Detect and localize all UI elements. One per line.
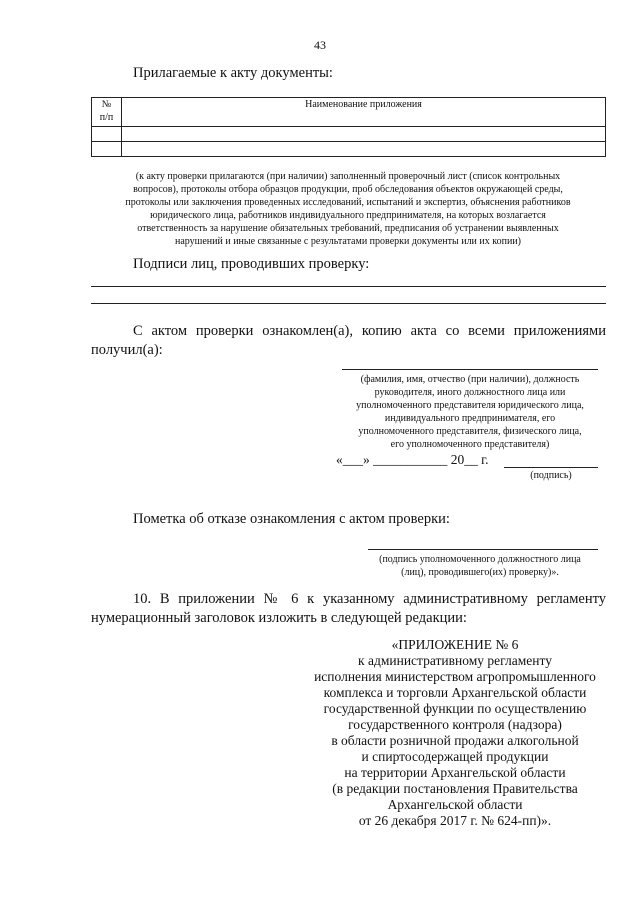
page-number: 43 <box>314 38 326 52</box>
appendix-line: государственного контроля (надзора) <box>348 717 562 732</box>
refusal-signature-line <box>368 549 598 550</box>
note-line: нарушений и иные связанные с результатами проверки документы или их копии) <box>174 236 521 247</box>
appendix-line: от 26 декабря 2017 г. № 624-пп)». <box>358 813 552 828</box>
caption-line: уполномоченного представителя юридического лица, <box>356 400 584 411</box>
item-10-text: 10. В приложении № 6 к указанному административному регламенту нумерационный заголовок изложить в следующей редакции: <box>91 591 606 626</box>
caption-line: индивидуального предпринимателя, его <box>384 413 556 424</box>
appendix-line: государственной функции по осуществлению <box>323 701 587 716</box>
attachments-heading: Прилагаемые к акту документы: <box>133 65 333 81</box>
table-cell <box>92 127 122 142</box>
appendix-line: на территории Архангельской области <box>344 765 566 780</box>
table-header-row <box>92 98 606 127</box>
appendix-line: исполнения министерством агропромышленного <box>314 669 596 684</box>
table-cell <box>122 127 606 142</box>
date-line: «___» ___________ 20__ г. <box>336 452 489 467</box>
caption-line: руководителя, иного должностного лица или <box>374 387 566 398</box>
note-line: юридического лица, работников индивидуального предпринимателя, на которых возлагается <box>150 210 546 221</box>
appendix-header <box>300 637 610 829</box>
caption-line: его уполномоченного представителя) <box>390 439 550 450</box>
note-line: (к акту проверки прилагаются (при наличии) заполненный проверочный лист (список контрольных <box>135 171 561 182</box>
refusal-caption <box>340 553 620 579</box>
caption-line: (подпись уполномоченного должностного лица <box>379 554 581 565</box>
acquaintance-text: С актом проверки ознакомлен(а), копию акта со всеми приложениями получил(а): <box>91 323 606 358</box>
appendix-line: (в редакции постановления Правительства <box>332 781 578 796</box>
table-cell <box>122 142 606 157</box>
appendix-line: в области розничной продажи алкогольной <box>331 733 579 748</box>
note-line: вопросов), протоколы отбора образцов продукции, проб обследования объектов окружающей среды, <box>133 184 563 195</box>
table-row <box>92 142 606 157</box>
recipient-name-line <box>342 369 598 370</box>
signatures-heading: Подписи лиц, проводивших проверку: <box>133 256 370 272</box>
appendix-line: к административному регламенту <box>358 653 552 668</box>
recipient-caption <box>330 373 610 451</box>
column-name-header: Наименование приложения <box>122 98 606 127</box>
appendix-line: и спиртосодержащей продукции <box>361 749 549 764</box>
column-number-header <box>92 98 122 127</box>
table-row <box>92 127 606 142</box>
note-line: ответственность за нарушение обязательных требований, предписания об устранении выявленных <box>137 223 559 234</box>
attachments-note <box>88 170 608 248</box>
caption-line: уполномоченного представителя, физического лица, <box>358 426 582 437</box>
note-line: протоколы или заключения проведенных исследований, испытаний и экспертиз, объяснения работников <box>125 197 571 208</box>
column-number-sublabel: п/п <box>99 112 114 123</box>
table-cell <box>92 142 122 157</box>
column-number-label: № <box>101 99 112 110</box>
appendix-line: комплекса и торговли Архангельской области <box>323 685 587 700</box>
signature-field-line <box>504 467 598 468</box>
appendix-line: «ПРИЛОЖЕНИЕ № 6 <box>391 637 519 652</box>
refusal-heading: Пометка об отказе ознакомления с актом проверки: <box>133 511 450 527</box>
signature-line <box>91 303 606 304</box>
caption-line: (лиц), проводившего(их) проверку)». <box>401 567 559 578</box>
signature-caption: (подпись) <box>530 470 572 481</box>
signature-line <box>91 286 606 287</box>
appendix-line: Архангельской области <box>387 797 523 812</box>
caption-line: (фамилия, имя, отчество (при наличии), должность <box>360 374 580 385</box>
attachments-table <box>91 97 606 157</box>
